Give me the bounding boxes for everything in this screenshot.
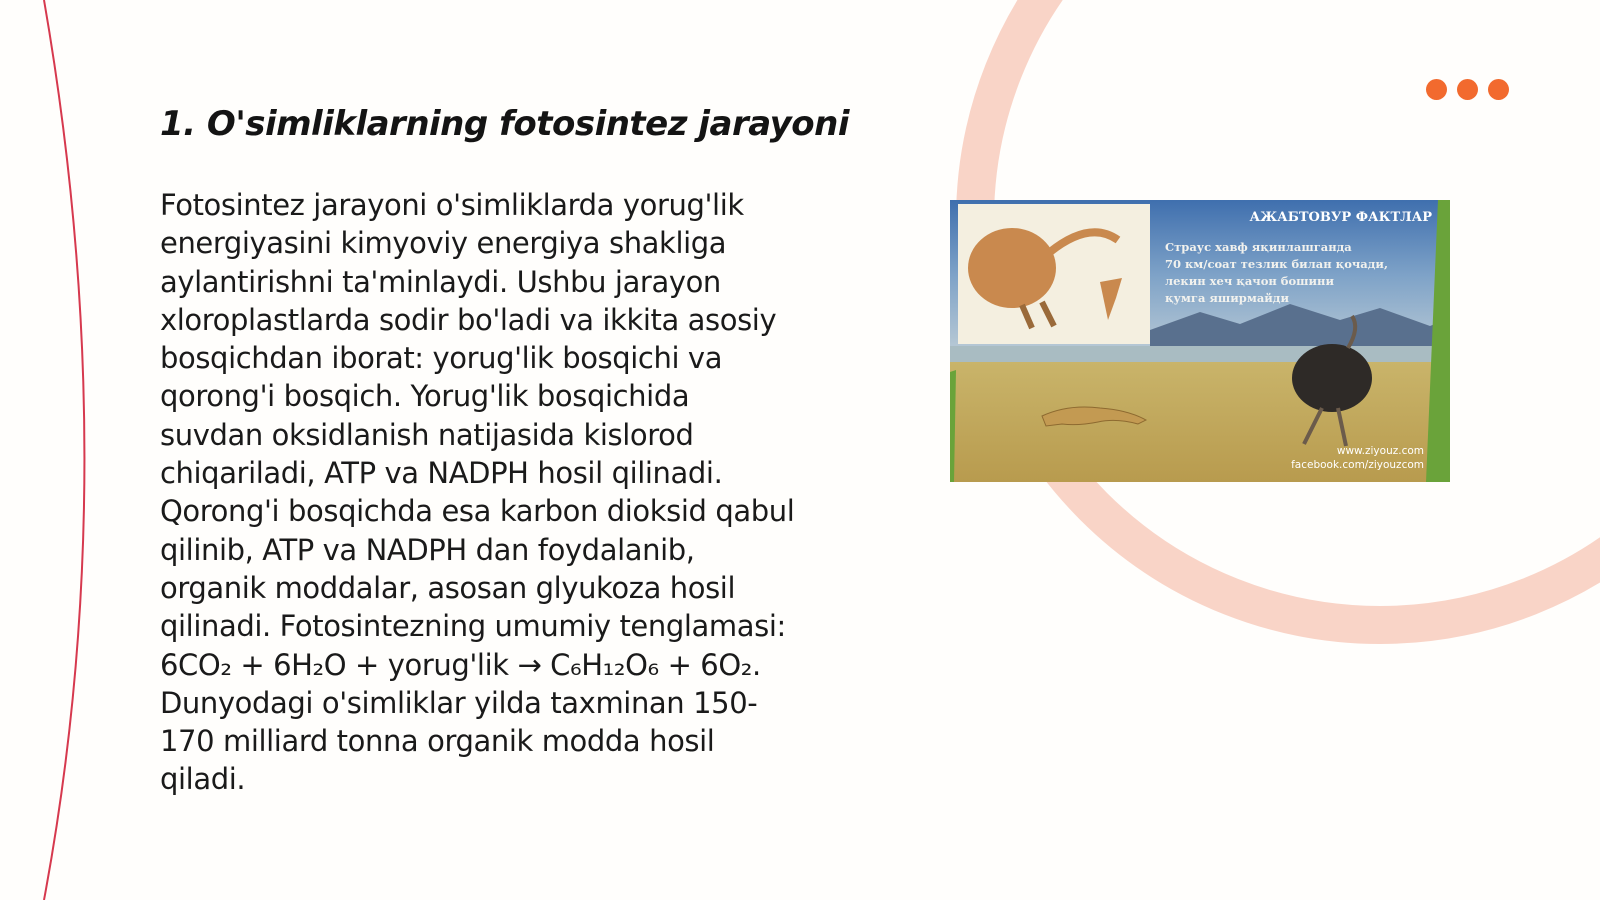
- dot-icon: [1488, 79, 1509, 100]
- body-line: xloroplastlarda sodir bo'ladi va ikkita asosiy: [160, 302, 777, 337]
- image-credit: facebook.com/ziyouzcom: [1291, 459, 1424, 471]
- decorative-left-curve: [44, 0, 85, 900]
- body-line: 170 milliard tonna organik modda hosil: [160, 724, 715, 759]
- body-line: chiqariladi, ATP va NADPH hosil qilinadi.: [160, 456, 723, 491]
- dot-icon: [1426, 79, 1447, 100]
- body-line: Qorong'i bosqichda esa karbon dioksid qabul: [160, 494, 795, 529]
- body-line: suvdan oksidlanish natijasida kislorod: [160, 417, 694, 452]
- body-line: qilinib, ATP va NADPH dan foydalanib,: [160, 532, 695, 567]
- image-caption-line: Страус хавф яқинлашганда: [1165, 240, 1352, 254]
- dot-icon: [1457, 79, 1478, 100]
- image-heading: АЖАБТОВУР ФАКТЛАР: [1249, 210, 1432, 225]
- body-line: qorong'i bosqich. Yorug'lik bosqichida: [160, 379, 690, 414]
- body-line: qiladi.: [160, 762, 246, 797]
- body-line: 6CO₂ + 6H₂O + yorug'lik → C₆H₁₂O₆ + 6O₂.: [160, 647, 761, 682]
- body-line: qilinadi. Fotosintezning umumiy tenglamasi:: [160, 609, 786, 644]
- ostrich-icon: [1292, 344, 1372, 412]
- body-line: Fotosintez jarayoni o'simliklarda yorug'lik: [160, 188, 744, 222]
- ostrich-fact-image: [950, 200, 1450, 482]
- body-line: organik moddalar, asosan glyukoza hosil: [160, 570, 736, 605]
- image-caption-line: 70 км/соат тезлик билан қочади,: [1165, 257, 1388, 271]
- image-credit: www.ziyouz.com: [1336, 445, 1424, 457]
- body-line: Dunyodagi o'simliklar yilda taxminan 150-: [160, 685, 758, 720]
- body-line: energiyasini kimyoviy energiya shakliga: [160, 226, 727, 261]
- water: [950, 346, 1450, 364]
- slide-body: [160, 186, 850, 799]
- body-line: bosqichdan iborat: yorug'lik bosqichi va: [160, 341, 723, 376]
- image-caption-line: қумга яширмайди: [1165, 291, 1290, 305]
- slide-title: 1. O'simliklarning fotosintez jarayoni: [160, 104, 850, 144]
- image-caption-line: лекин хеч қачон бошини: [1165, 274, 1334, 288]
- body-line: aylantirishni ta'minlaydi. Ushbu jarayon: [160, 264, 721, 299]
- menu-dots-icon: [1426, 79, 1509, 100]
- cartoon-ostrich-icon: [968, 228, 1056, 308]
